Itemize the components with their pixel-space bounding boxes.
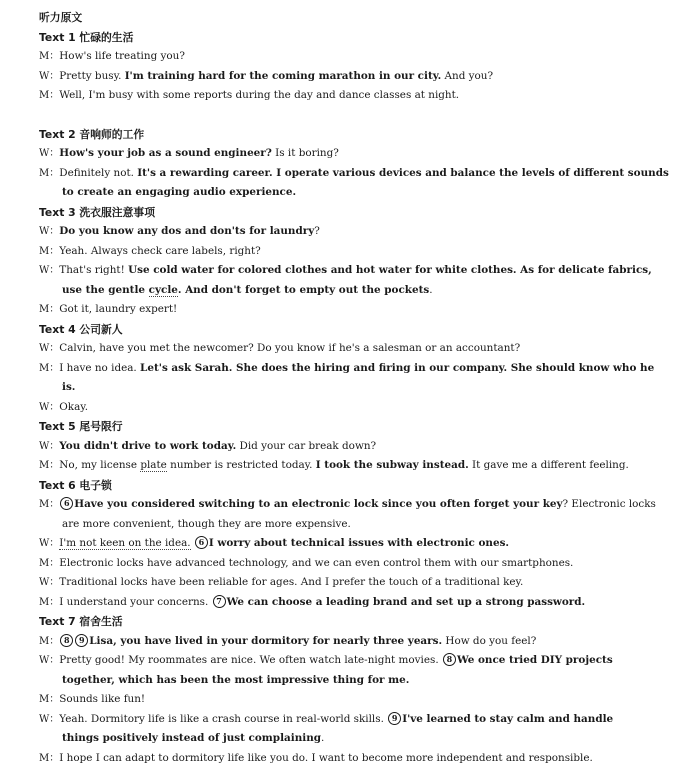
speaker-label: M：: [39, 90, 60, 101]
dialogue-line: [39, 222, 627, 242]
speaker-label: W：: [39, 538, 60, 549]
speaker-label: W：: [39, 343, 60, 354]
dialogue-line: [39, 144, 627, 164]
page-title: 听力原文: [39, 11, 83, 24]
answer-evidence-text: Have you considered switching to an electronic lock since you often forget your key: [74, 498, 563, 510]
dialogue-line: [39, 690, 627, 710]
answer-evidence-text: use the gentle: [62, 283, 149, 296]
answer-evidence-text: things positively instead of just complaining: [62, 732, 322, 744]
answer-evidence-text: Lisa, you have lived in your dormitory for nearly three years.: [89, 634, 443, 647]
question-number-marker: 9: [388, 712, 401, 725]
section-title: Text 6 电子锁: [39, 478, 112, 492]
dialogue-text: Electronic locks have advanced technology, and we can even control them with our smartphones.: [59, 556, 574, 569]
dialogue-line: [39, 359, 655, 379]
answer-evidence-text: We can choose a leading brand and set up a strong password.: [226, 595, 586, 608]
dialogue-text: That's right!: [59, 264, 129, 276]
speaker-label: W：: [39, 265, 60, 276]
dialogue-line-continuation: [39, 378, 627, 398]
dialogue-line: [39, 86, 627, 106]
dialogue-line: [39, 632, 627, 652]
dialogue-text: number is restricted today.: [166, 459, 316, 471]
question-number-marker: 6: [60, 497, 73, 510]
dialogue-text: How's life treating you?: [59, 50, 185, 62]
dialogue-text: Calvin, have you met the newcomer? Do you know if he's a salesman or an accountant?: [59, 342, 521, 354]
transcript-document: [39, 8, 669, 768]
dialogue-text: Pretty busy.: [59, 69, 125, 82]
dialogue-line: [39, 554, 627, 574]
speaker-label: W：: [39, 70, 60, 82]
dialogue-line: [39, 749, 627, 769]
dialogue-text: I hope I can adapt to dormitory life like you do. I want to become more independent and responsible.: [59, 751, 593, 764]
speaker-label: M：: [39, 596, 60, 608]
dialogue-line: [39, 437, 627, 457]
speaker-label: M：: [39, 752, 60, 764]
dialogue-line: [39, 495, 656, 515]
dialogue-text: Did your car break down?: [236, 439, 377, 452]
answer-evidence-text: to create an engaging audio experience.: [62, 186, 297, 198]
dialogue-text: I have no idea.: [59, 361, 141, 374]
answer-evidence-text: I took the subway instead.: [315, 459, 469, 471]
dialogue-text: Definitely not.: [59, 166, 138, 179]
dialogue-line: [39, 67, 627, 87]
dialogue-text: Yeah. Always check care labels, right?: [59, 244, 261, 257]
dialogue-text: How do you feel?: [442, 634, 537, 647]
section-title: Text 3 洗衣服注意事项: [39, 205, 155, 219]
section-title: Text 4 公司新人: [39, 322, 123, 336]
transcript-sections: [39, 28, 669, 769]
answer-evidence-text: . And don't forget to empty out the pockets: [177, 283, 430, 296]
answer-evidence-text: is.: [62, 381, 76, 393]
dialogue-text: It gave me a different feeling.: [468, 459, 629, 471]
speaker-label: W：: [39, 440, 60, 452]
speaker-label: M：: [39, 51, 60, 62]
section-title: Text 5 尾号限行: [39, 420, 123, 433]
speaker-label: W：: [39, 226, 60, 237]
dialogue-line: [39, 339, 627, 359]
section-spacer: [39, 106, 627, 125]
dialogue-text: Sounds like fun!: [59, 693, 146, 705]
question-number-marker: 8: [443, 653, 456, 666]
dialogue-text: And you?: [441, 69, 494, 82]
dialogue-line: [39, 651, 627, 671]
dialogue-line-continuation: [39, 729, 627, 749]
dialogue-text: ? Electronic locks: [562, 498, 656, 510]
answer-evidence-text: Do you know any dos and don'ts for laundry: [59, 225, 315, 237]
speaker-label: M：: [39, 304, 60, 315]
section-title: Text 2 音响师的工作: [39, 127, 145, 141]
dialogue-text: are more convenient, though they are more expensive.: [62, 517, 351, 530]
speaker-label: W：: [39, 655, 60, 666]
dialogue-line: [39, 534, 627, 554]
dialogue-text: Yeah. Dormitory life is like a crash course in real-world skills.: [59, 712, 388, 725]
dialogue-line-continuation: [39, 515, 627, 535]
dialogue-text: Got it, laundry expert!: [59, 303, 178, 315]
dialogue-text: .: [321, 732, 325, 744]
dialogue-text: Is it boring?: [271, 147, 339, 159]
question-number-marker: 7: [213, 595, 226, 608]
speaker-label: M：: [39, 557, 60, 569]
dialogue-line: [39, 573, 627, 593]
answer-evidence-text: Use cold water for colored clothes and hot water for white clothes. As for delicate fabrics,: [128, 264, 652, 276]
dialogue-line: [39, 593, 627, 613]
dialogue-line: [39, 300, 627, 320]
question-number-marker: 6: [195, 536, 208, 549]
speaker-label: M：: [39, 460, 60, 471]
answer-evidence-text: We once tried DIY projects: [456, 654, 613, 666]
dialogue-text: .: [429, 283, 433, 296]
dialogue-text: ?: [314, 225, 320, 237]
dialogue-line: [39, 47, 627, 67]
dialogue-line-continuation: [39, 183, 627, 203]
question-number-marker: 9: [75, 634, 88, 647]
answer-evidence-text: It's a rewarding career. I operate various devices and balance the levels of different sounds: [137, 166, 669, 179]
speaker-label: M：: [39, 635, 60, 647]
answer-evidence-text: Let's ask Sarah. She does the hiring and firing in our company. She should know who he: [140, 361, 655, 374]
dialogue-text: [191, 537, 194, 549]
section-title: Text 1 忙碌的生活: [39, 30, 134, 44]
dialogue-text: I'm not keen on the idea.: [59, 537, 191, 549]
answer-evidence-text: How's your job as a sound engineer?: [59, 147, 272, 159]
dialogue-line-continuation: [39, 671, 627, 691]
answer-evidence-text: cycle: [148, 283, 178, 296]
speaker-label: M：: [39, 694, 60, 705]
question-number-marker: 8: [60, 634, 73, 647]
dialogue-text: Pretty good! My roommates are nice. We often watch late-night movies.: [59, 654, 442, 666]
speaker-label: W：: [39, 713, 60, 725]
speaker-label: M：: [39, 499, 60, 510]
answer-evidence-text: I've learned to stay calm and handle: [402, 712, 614, 725]
answer-evidence-text: I worry about technical issues with electronic ones.: [208, 537, 510, 549]
dialogue-text: I understand your concerns.: [59, 595, 212, 608]
dialogue-text: Okay.: [59, 400, 89, 413]
speaker-label: W：: [39, 148, 60, 159]
section-title: Text 7 宿舍生活: [39, 615, 123, 628]
dialogue-line: [39, 398, 627, 418]
dialogue-text: plate: [140, 459, 167, 471]
answer-evidence-text: You didn't drive to work today.: [59, 439, 237, 452]
speaker-label: M：: [39, 362, 60, 374]
answer-evidence-text: I'm training hard for the coming marathon in our city.: [124, 69, 442, 82]
speaker-label: W：: [39, 401, 60, 413]
speaker-label: M：: [39, 245, 60, 257]
dialogue-line: [39, 710, 627, 730]
speaker-label: W：: [39, 577, 60, 588]
dialogue-line-continuation: [39, 281, 627, 301]
dialogue-line: [39, 261, 652, 281]
dialogue-text: Traditional locks have been reliable for ages. And I prefer the touch of a traditional key.: [59, 576, 524, 588]
dialogue-text: No, my license: [59, 459, 141, 471]
dialogue-text: Well, I'm busy with some reports during the day and dance classes at night.: [59, 89, 460, 101]
dialogue-line: [39, 456, 627, 476]
answer-evidence-text: together, which has been the most impressive thing for me.: [62, 673, 410, 686]
dialogue-line: [39, 164, 669, 184]
dialogue-line: [39, 242, 627, 262]
speaker-label: M：: [39, 167, 60, 179]
